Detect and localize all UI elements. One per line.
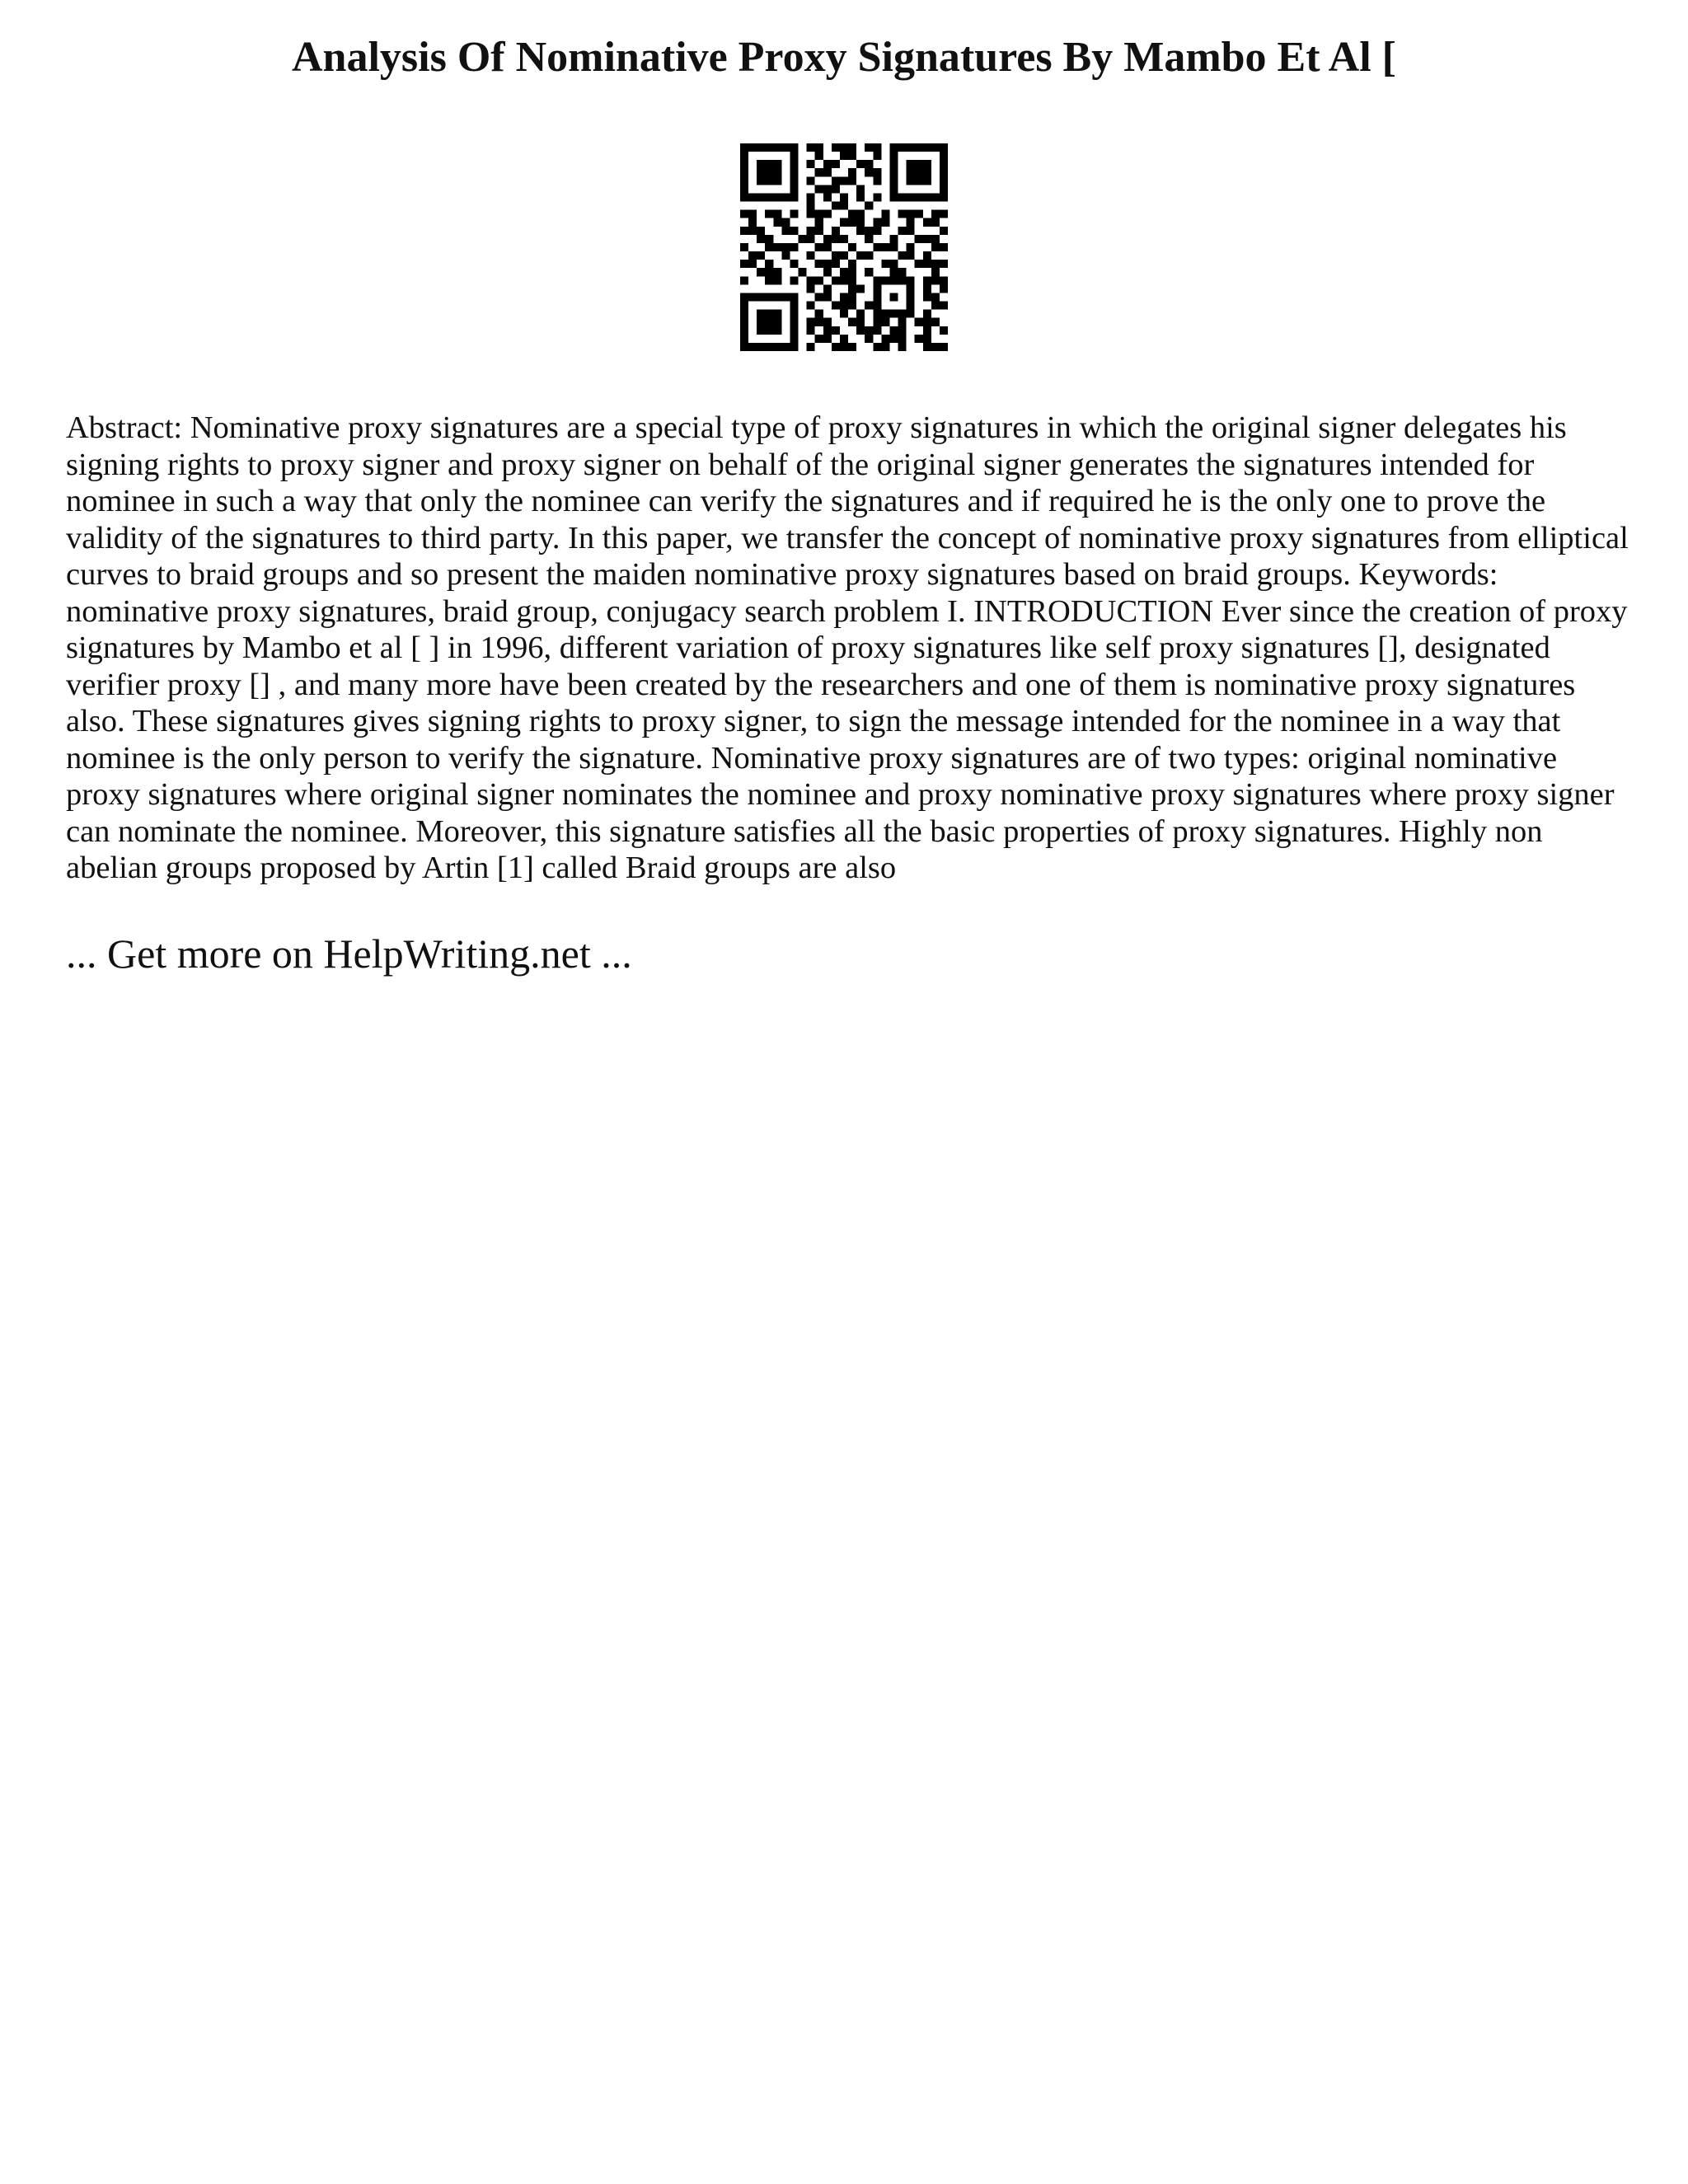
abstract-text: Abstract: Nominative proxy signatures are a special type of proxy signatures in which the original signer delegates his signing rights to proxy signer and proxy signer on behalf of the original signer generates the signatures intended for nominee in such a way that only the nominee can verify the signatures and if required he is the only one to prove the validity of the signatures to third party. In this paper, we transfer the concept of nominative proxy signatures from elliptical curves to braid groups and so present the maiden nominative proxy signatures based on braid groups. Keywords: nominative proxy signatures, braid group, conjugacy search problem I. INTRODUCTION Ever since the creation of proxy signatures by Mambo et al [ ] in 1996, different variation of proxy signatures like self proxy signatures [], designated verifier proxy [] , and many more have been created by the researchers and one of them is nominative proxy signatures also. These signatures gives signing rights to proxy signer, to sign the message intended for the nominee in a way that nominee is the only person to verify the signature. Nominative proxy signatures are of two types: original nominative proxy signatures where original signer nominates the nominee and proxy nominative proxy signatures where proxy signer can nominate the nominee. Moreover, this signature satisfies all the basic properties of proxy signatures. Highly non abelian groups proposed by Artin [1] called Braid groups are also (66, 410, 1629, 885)
qr-code-icon (740, 143, 948, 351)
document-title: Analysis Of Nominative Proxy Signatures By Mambo Et Al [ (291, 34, 1396, 81)
get-more-link[interactable]: ... Get more on HelpWriting.net ... (66, 930, 632, 977)
